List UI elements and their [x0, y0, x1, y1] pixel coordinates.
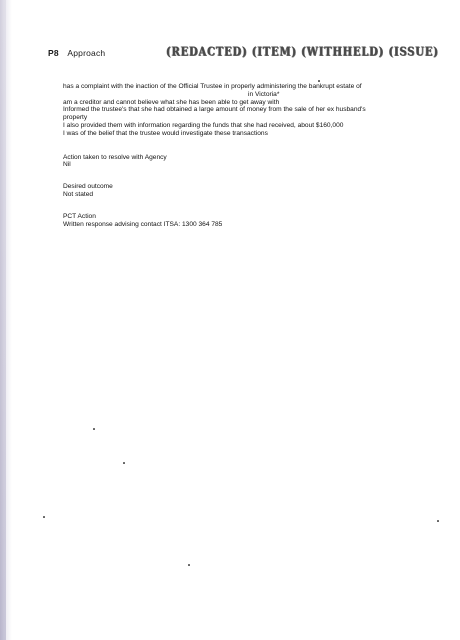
complaint-line: I was of the belief that the trustee would investigate these transactions [63, 129, 268, 137]
complaint-line: I also provided them with information regarding the funds that she had received, about $160,000 [63, 121, 344, 129]
pct-action-section [63, 213, 418, 229]
page-header [48, 48, 105, 58]
scan-speck [123, 462, 125, 464]
action-taken-value: Nil [63, 161, 71, 169]
action-taken-section [63, 154, 418, 170]
scan-speck [318, 80, 320, 82]
scan-speck [437, 520, 439, 522]
document-body [63, 83, 418, 228]
desired-outcome-heading: Desired outcome [63, 183, 113, 191]
complaint-line: has a complaint with the inaction of the Official Trustee in properly administering the bankrupt estate of [63, 83, 362, 90]
pct-action-value: Written response advising contact ITSA: 1300 364 785 [63, 220, 223, 228]
redacted-heading-stamp: (REDACTED) (ITEM) (WITHHELD) (ISSUE) [166, 45, 439, 60]
scan-edge-shadow [0, 0, 6, 640]
scan-speck [43, 516, 45, 518]
desired-outcome-section [63, 183, 418, 199]
complaint-line: property [63, 114, 88, 122]
complaint-line: am a creditor and cannot believe what she has been able to get away with [63, 98, 280, 106]
page-code: P8 [48, 48, 59, 58]
complaint-line: in Victoria* [248, 90, 280, 98]
action-taken-heading: Action taken to resolve with Agency [63, 153, 167, 161]
pct-action-heading: PCT Action [63, 212, 96, 220]
scan-speck [188, 564, 190, 566]
desired-outcome-value: Not stated [63, 190, 94, 198]
section-label: Approach [67, 48, 106, 58]
complaint-line: Informed the trustee's that she had obtained a large amount of money from the sale of her ex husband's [63, 106, 366, 114]
scan-speck [93, 428, 95, 430]
